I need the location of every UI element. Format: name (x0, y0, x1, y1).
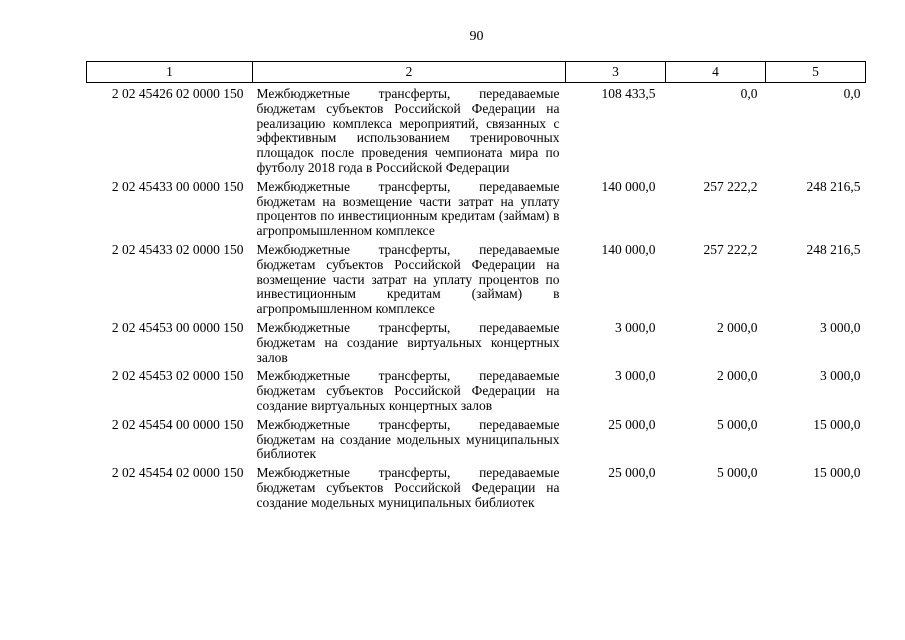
row-code: 2 02 45453 02 0000 150 (111, 368, 244, 384)
row-description: Межбюджетные трансферты, передаваемые бюджетам на возмещение части затрат на уплату процентов по инвестиционным кредитам (займам) в агропромышленном комплексе (256, 178, 560, 239)
row-code: 2 02 45453 00 0000 150 (111, 319, 244, 335)
header-col-4: 4 (666, 62, 766, 83)
header-col-3: 3 (566, 62, 666, 83)
row-value-col4: 2 000,0 (717, 319, 758, 335)
row-value-col5: 248 216,5 (806, 241, 861, 257)
row-value-col5: 15 000,0 (813, 416, 861, 432)
row-value-col4: 2 000,0 (717, 368, 758, 384)
row-value-col5: 3 000,0 (820, 319, 861, 335)
row-code: 2 02 45433 02 0000 150 (111, 241, 244, 257)
row-value-col5: 15 000,0 (813, 465, 861, 481)
row-value-col5: 248 216,5 (806, 178, 861, 194)
row-code: 2 02 45433 00 0000 150 (111, 178, 244, 194)
row-value-col3: 140 000,0 (601, 178, 656, 194)
table-header (87, 62, 866, 83)
table-row (87, 418, 866, 466)
row-value-col4: 5 000,0 (717, 416, 758, 432)
row-value-col4: 0,0 (740, 86, 758, 101)
row-description: Межбюджетные трансферты, передаваемые бюджетам на создание виртуальных концертных залов (256, 319, 560, 365)
row-description: Межбюджетные трансферты, передаваемые бюджетам на создание модельных муниципальных библиотек (256, 416, 560, 462)
row-value-col3: 3 000,0 (615, 368, 656, 384)
header-col-1: 1 (87, 62, 253, 83)
table-row (87, 466, 866, 514)
header-row (87, 62, 866, 83)
row-value-col4: 257 222,2 (703, 241, 758, 257)
row-value-col3: 108 433,5 (601, 86, 656, 101)
row-value-col3: 25 000,0 (608, 416, 656, 432)
header-col-5: 5 (766, 62, 866, 83)
budget-table (86, 61, 866, 515)
table-row (87, 321, 866, 369)
row-value-col3: 25 000,0 (608, 465, 656, 481)
table-row (87, 369, 866, 417)
table-row (87, 243, 866, 321)
table-row (87, 180, 866, 243)
row-code: 2 02 45454 02 0000 150 (111, 465, 244, 481)
row-description: Межбюджетные трансферты, передаваемые бюджетам субъектов Российской Федерации на создание модельных муниципальных библиотек (256, 465, 560, 510)
table-body (87, 83, 866, 515)
row-value-col4: 257 222,2 (703, 178, 758, 194)
row-description: Межбюджетные трансферты, передаваемые бюджетам субъектов Российской Федерации на реализацию комплекса мероприятий, связанных с эффективным использованием тренировочных площадок после проведения чемпионата мира по футболу 2018 года в Российской Федерации (256, 86, 560, 175)
row-description: Межбюджетные трансферты, передаваемые бюджетам субъектов Российской Федерации на создание виртуальных концертных залов (256, 368, 560, 413)
page-number: 90 (469, 29, 484, 44)
row-description: Межбюджетные трансферты, передаваемые бюджетам субъектов Российской Федерации на возмещение части затрат на уплату процентов по инвестиционным кредитам (займам) в агропромышленном комплексе (256, 241, 560, 317)
row-value-col3: 3 000,0 (615, 319, 656, 335)
header-col-2: 2 (253, 62, 566, 83)
row-value-col5: 3 000,0 (820, 368, 861, 384)
row-code: 2 02 45454 00 0000 150 (111, 416, 244, 432)
row-value-col5: 0,0 (843, 86, 861, 101)
row-value-col4: 5 000,0 (717, 465, 758, 481)
row-code: 2 02 45426 02 0000 150 (111, 86, 244, 101)
table-row (87, 83, 866, 180)
row-value-col3: 140 000,0 (601, 241, 656, 257)
